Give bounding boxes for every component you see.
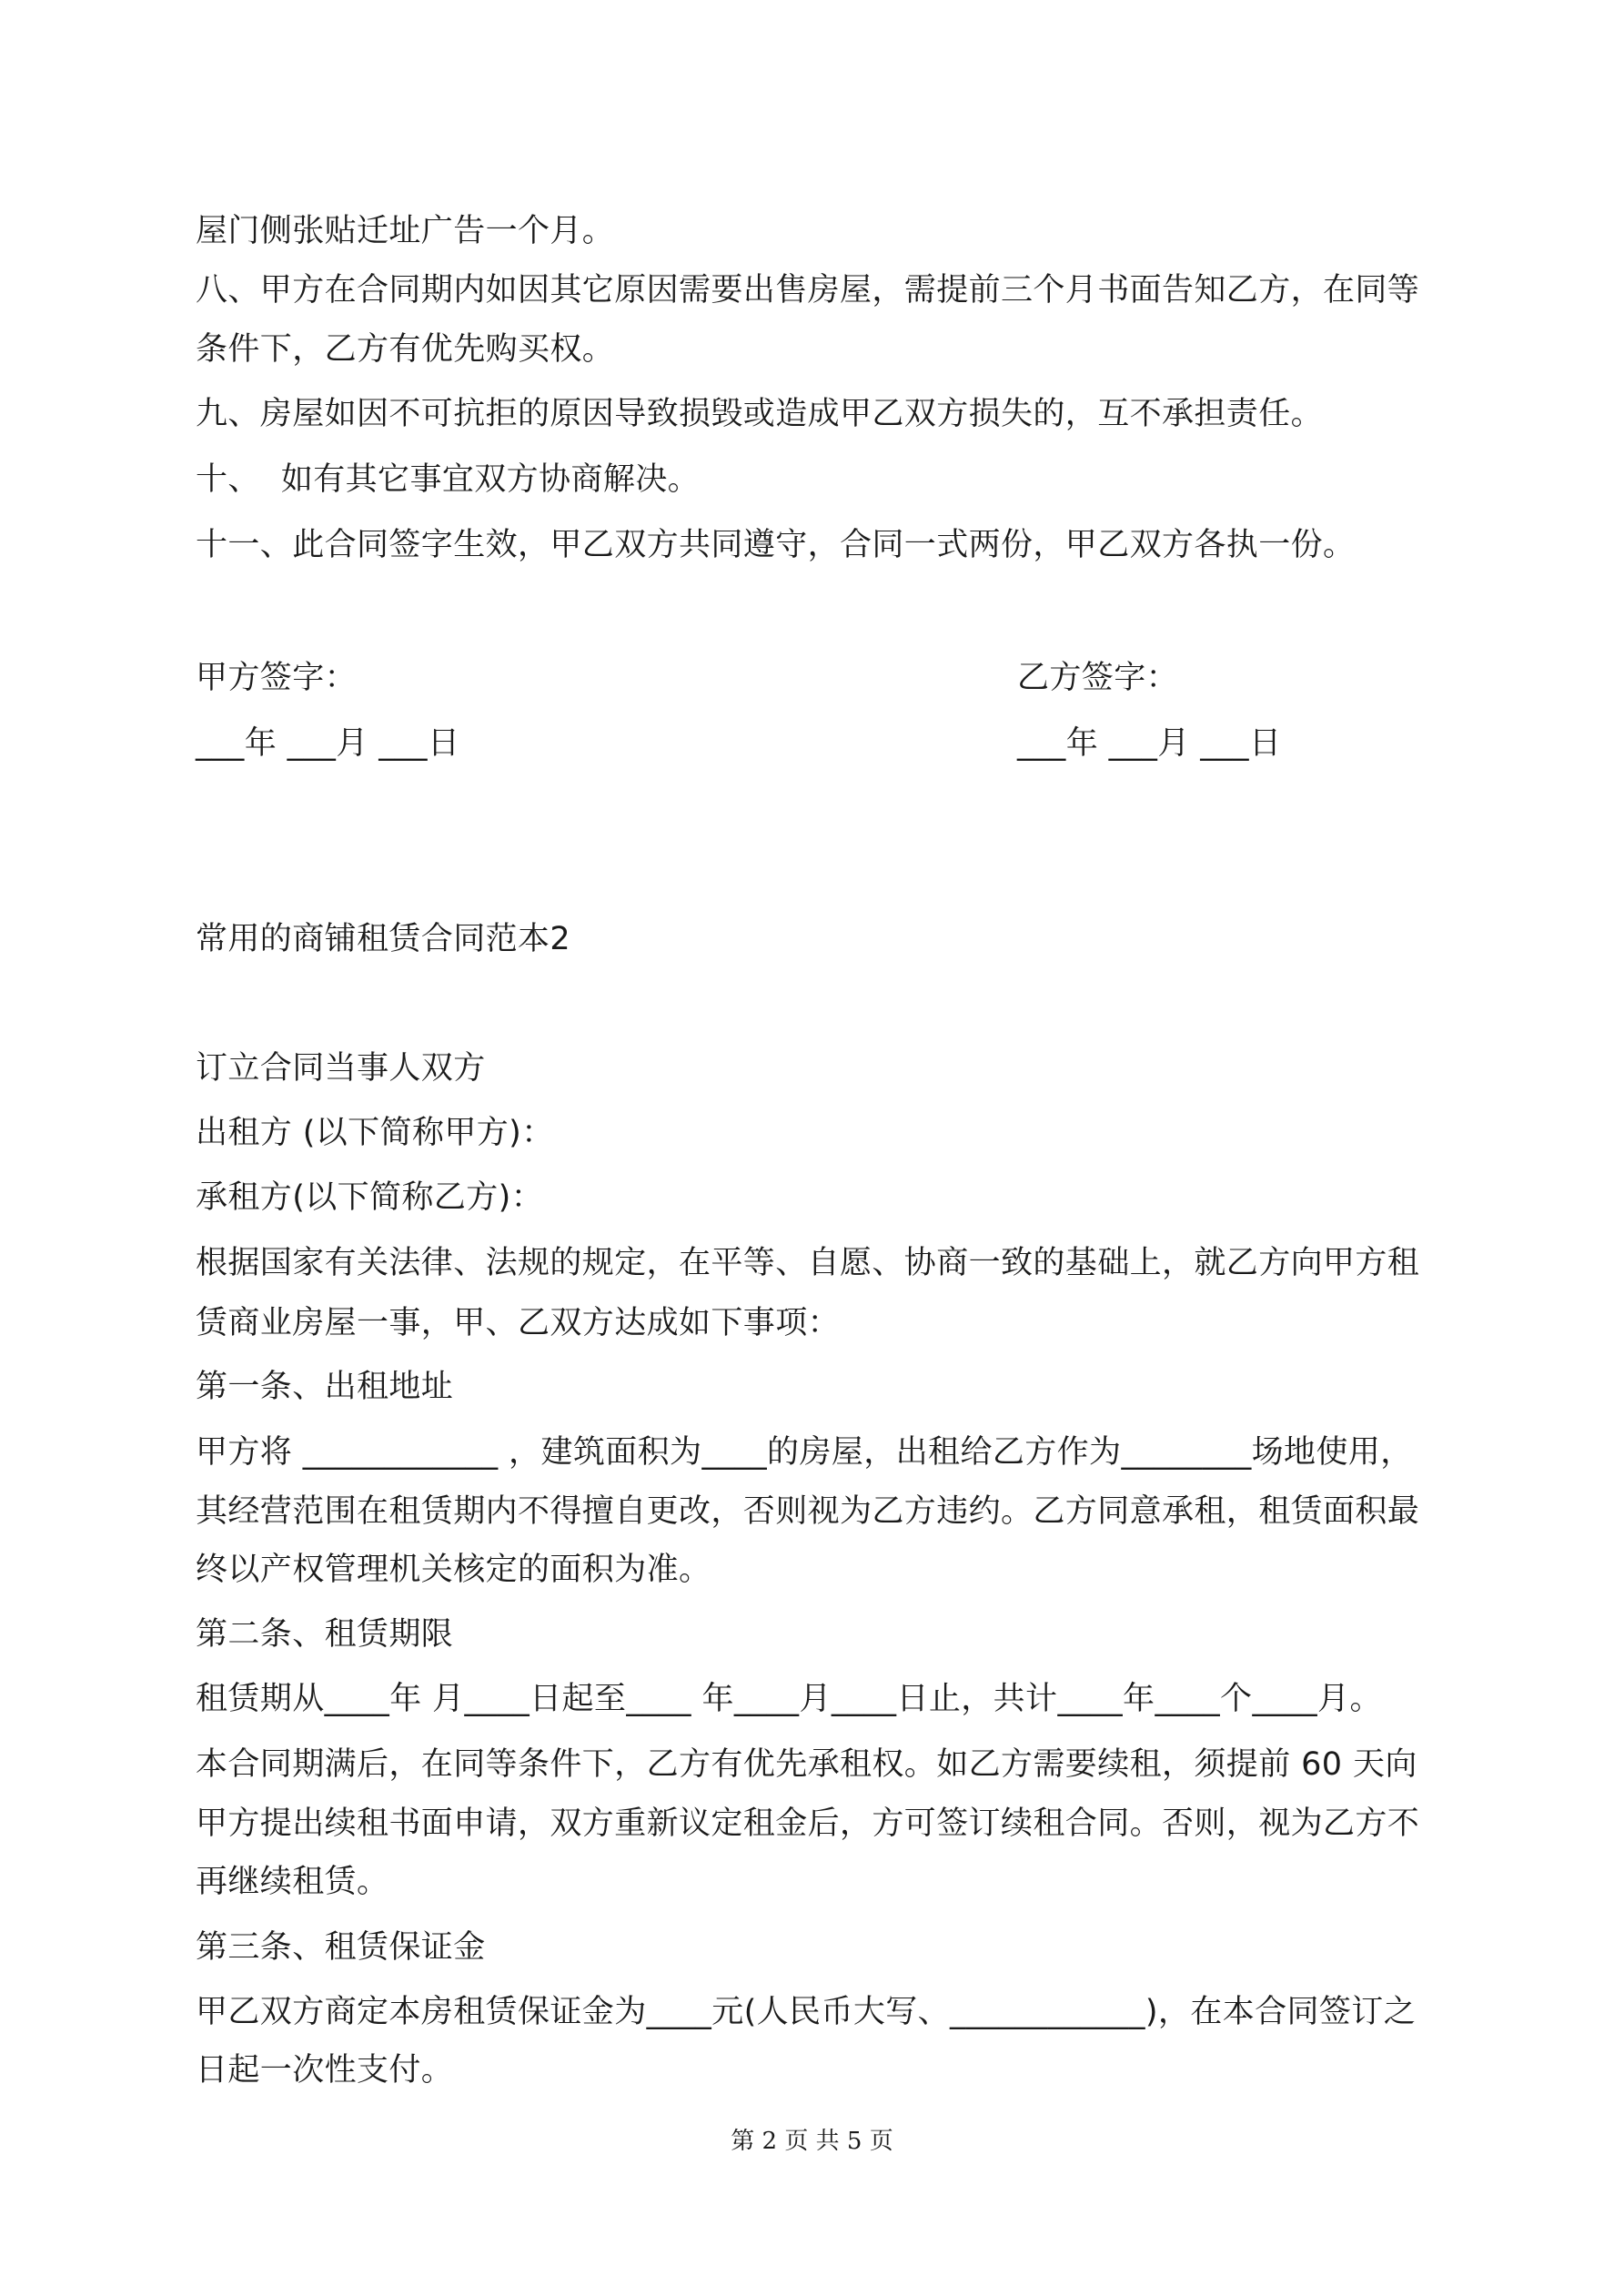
article-heading: 第二条、租赁期限 [196,1616,454,1653]
body-line: 八、甲方在合同期内如因其它原因需要出售房屋，需提前三个月书面告知乙方，在同等 [196,272,1420,308]
body-line: 出租方 (以下简称甲方)： [196,1115,554,1151]
body-line: 赁商业房屋一事，甲、乙双方达成如下事项： [196,1305,841,1341]
section-title: 常用的商铺租赁合同范本2 [196,921,571,957]
article-heading: 第一条、出租地址 [196,1369,454,1405]
body-line: 承租方(以下简称乙方)： [196,1179,544,1216]
body-line: 条件下，乙方有优先购买权。 [196,331,615,368]
body-line: 十一、此合同签字生效，甲乙双方共同遵守，合同一式两份，甲乙双方各执一份。 [196,527,1356,563]
body-line: 甲方提出续租书面申请，双方重新议定租金后，方可签订续租合同。否则，视为乙方不 [196,1805,1420,1842]
party-a-date: ___年 ___月 ___日 [196,725,460,762]
body-line: 九、房屋如因不可抗拒的原因导致损毁或造成甲乙双方损失的，互不承担责任。 [196,396,1324,432]
body-line: 终以产权管理机关核定的面积为准。 [196,1552,711,1588]
party-b-signature-label: 乙方签字： [1017,660,1179,696]
body-line: 甲乙双方商定本房租赁保证金为____元(人民币大写、____________)，在本合同签订之 [196,1994,1417,2030]
body-line: 再继续租赁。 [196,1864,389,1900]
body-line: 其经营范围在租赁期内不得擅自更改，否则视为乙方违约。乙方同意承租，租赁面积最 [196,1493,1420,1530]
body-line: 根据国家有关法律、法规的规定，在平等、自愿、协商一致的基础上，就乙方向甲方租 [196,1245,1420,1281]
body-line: 甲方将 ____________ ，建筑面积为____的房屋，出租给乙方作为________场地使用， [196,1434,1413,1471]
body-line: 租赁期从____年 月____日起至____ 年____月____日止，共计____年____个____月。 [196,1681,1382,1717]
article-heading: 第三条、租赁保证金 [196,1929,486,1966]
body-line: 屋门侧张贴迁址广告一个月。 [196,213,615,249]
party-b-date: ___年 ___月 ___日 [1017,725,1282,762]
body-line: 本合同期满后，在同等条件下，乙方有优先承租权。如乙方需要续租，须提前 60 天向 [196,1746,1417,1783]
party-a-signature-label: 甲方签字： [196,660,358,696]
body-line: 十、 如有其它事宜双方协商解决。 [196,461,701,498]
body-line: 日起一次性支付。 [196,2052,454,2089]
page-footer: 第 2 页 共 5 页 [731,2128,893,2155]
body-line: 订立合同当事人双方 [196,1050,486,1087]
